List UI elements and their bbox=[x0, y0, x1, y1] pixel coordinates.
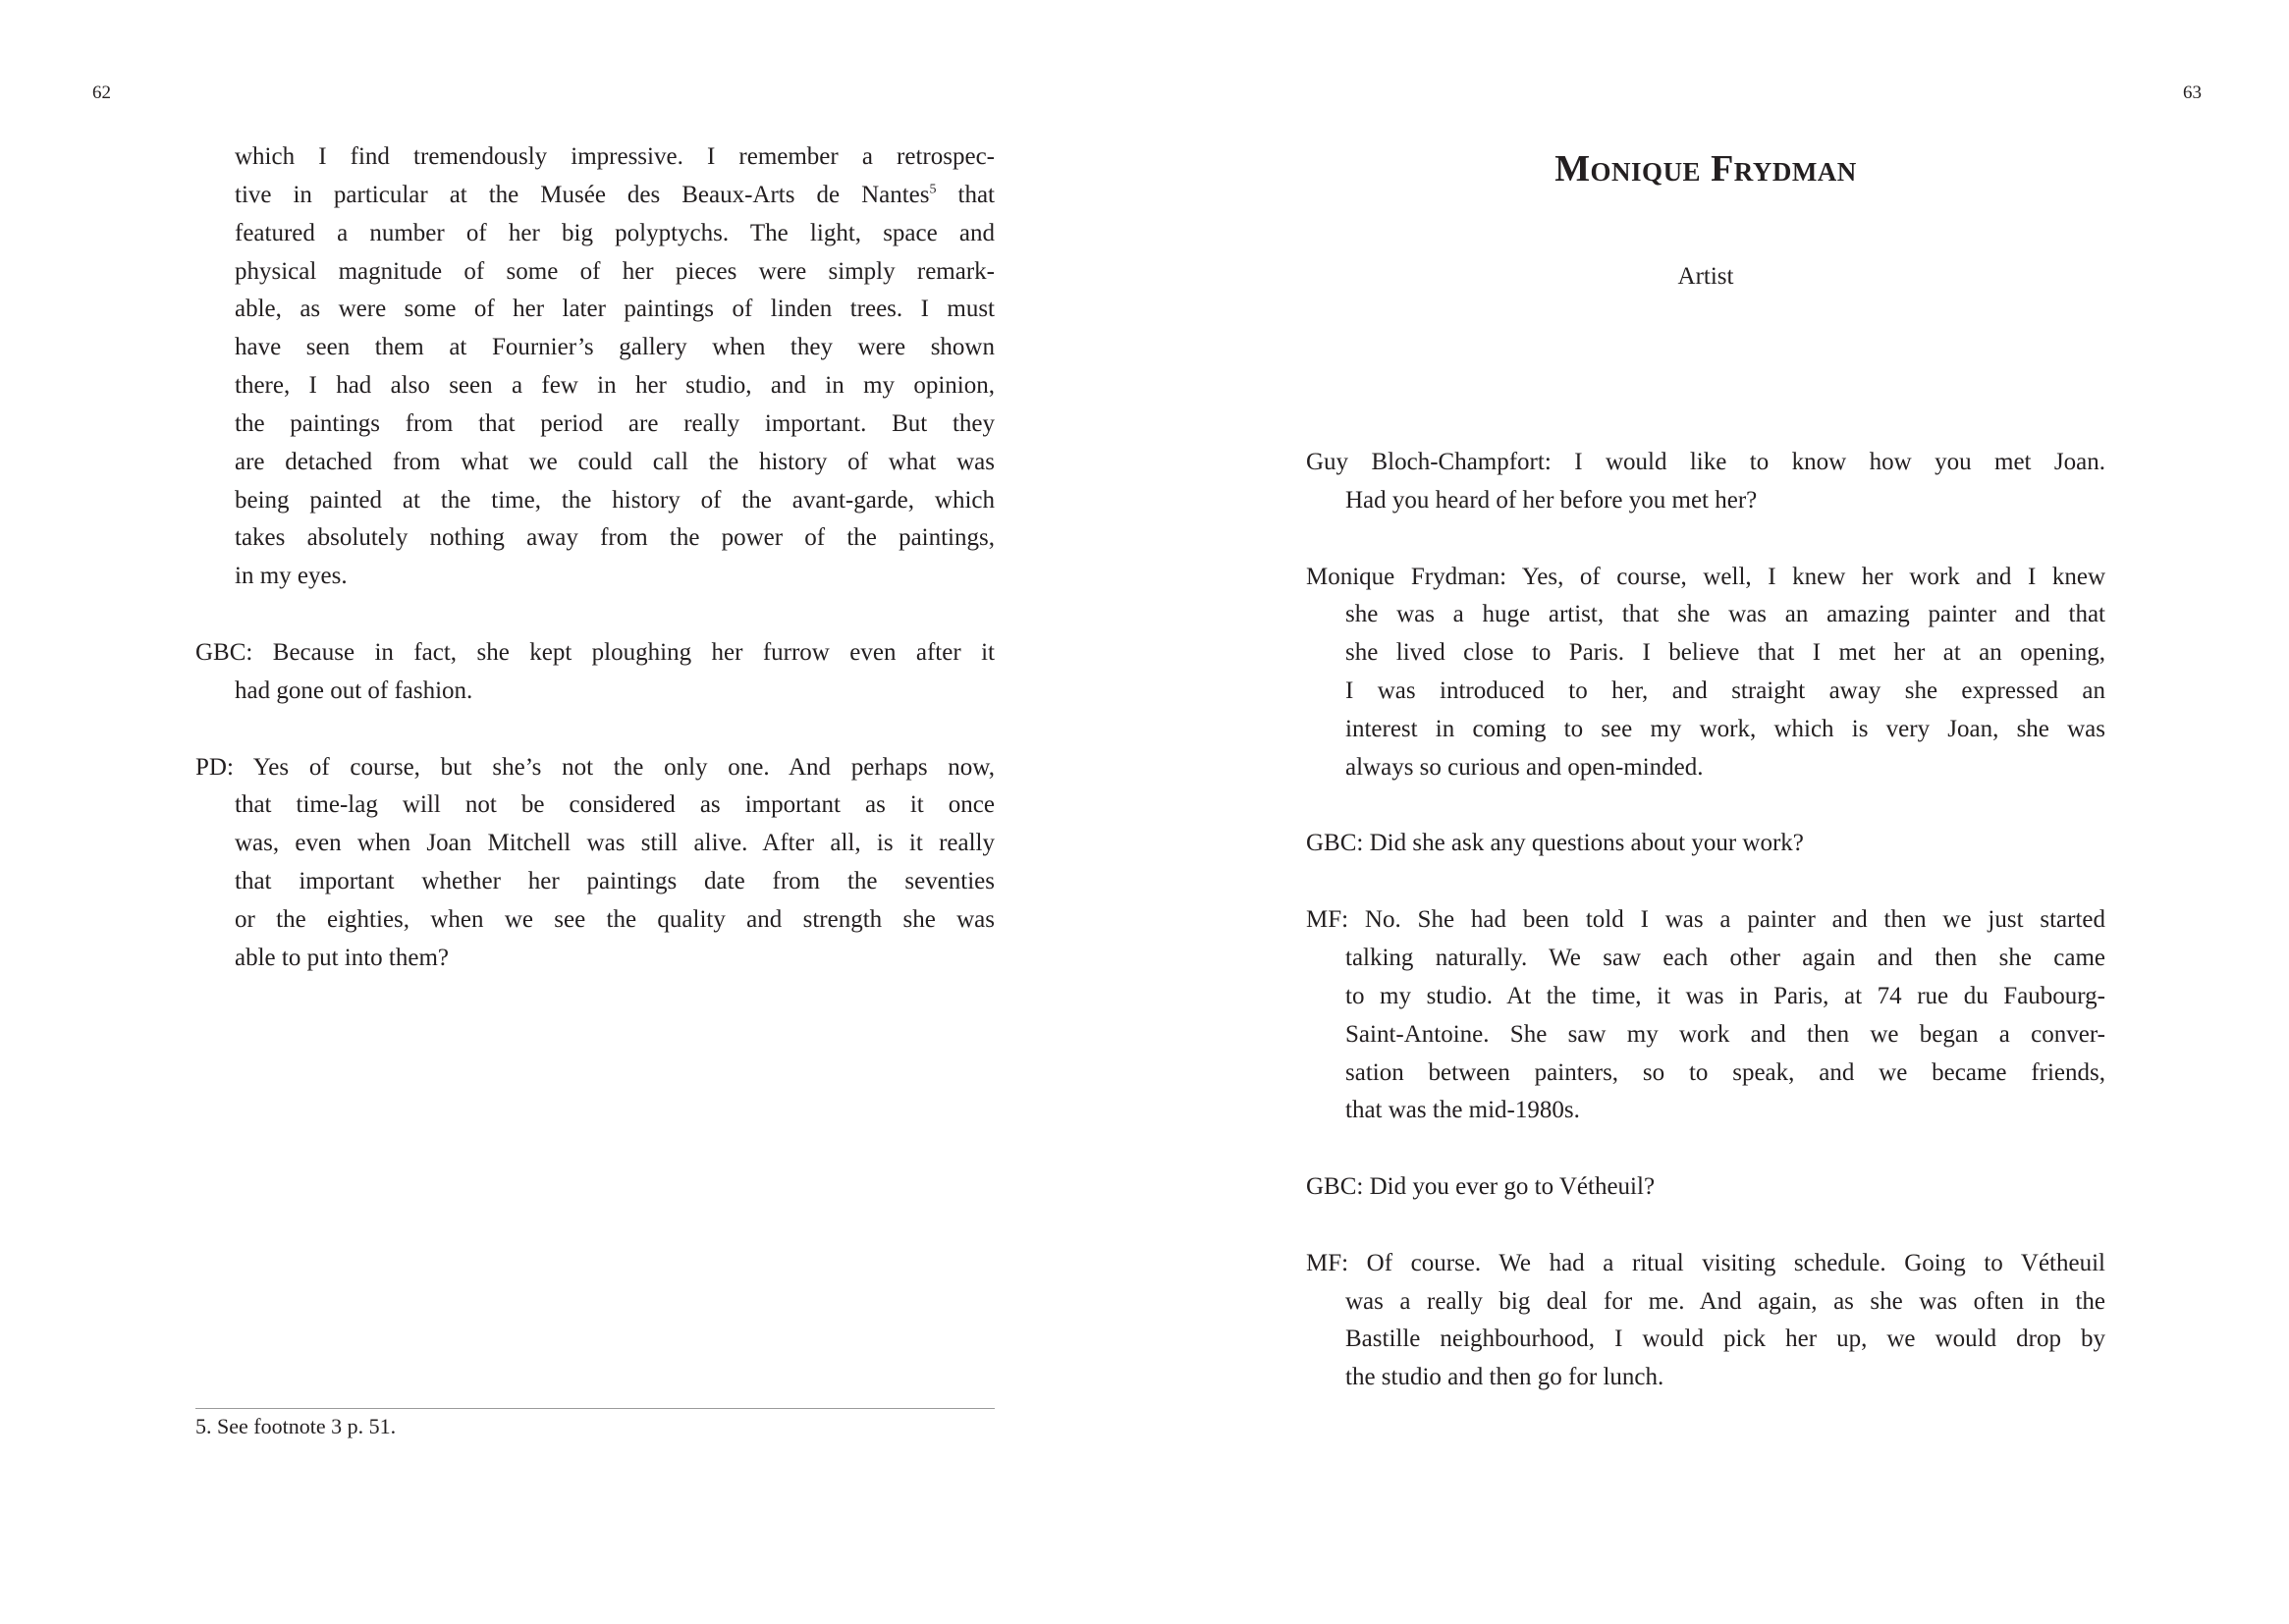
text-line: MF: No. She had been told I was a painter and then we just started bbox=[1306, 906, 2105, 934]
text-line: Bastille neighbourhood, I would pick her up, we would drop by bbox=[1345, 1326, 2105, 1353]
paragraph bbox=[1306, 825, 2105, 863]
text-line: GBC: Did you ever go to Vétheuil? bbox=[1306, 1173, 1656, 1201]
text-line: to my studio. At the time, it was in Paris, at 74 rue du Faubourg- bbox=[1345, 982, 2105, 1009]
text-line: talking naturally. We saw each other again and then she came bbox=[1345, 944, 2105, 971]
footnote-reference: 5 bbox=[929, 182, 937, 197]
text-line: GBC: Because in fact, she kept ploughing her furrow even after it bbox=[195, 638, 995, 666]
chapter-title: Monique Frydman bbox=[1554, 148, 1857, 189]
text-line: physical magnitude of some of her pieces were simply remark- bbox=[235, 257, 995, 285]
text-line: was a really big deal for me. And again, as she was often in the bbox=[1345, 1287, 2105, 1315]
text-line: always so curious and open-minded. bbox=[1345, 753, 1704, 781]
page-number-right: 63 bbox=[2183, 82, 2202, 103]
paragraph bbox=[1306, 901, 2105, 1130]
paragraph bbox=[195, 749, 995, 978]
text-line: the paintings from that period are really important. But they bbox=[235, 409, 995, 437]
text-line: takes absolutely nothing away from the power of the paintings, bbox=[235, 524, 995, 552]
text-line: she lived close to Paris. I believe that I met her at an opening, bbox=[1345, 639, 2105, 667]
text-line: interest in coming to see my work, which is very Joan, she was bbox=[1345, 715, 2105, 742]
text-line: there, I had also seen a few in her studio, and in my opinion, bbox=[235, 372, 995, 400]
paragraph bbox=[1306, 1245, 2105, 1397]
text-line: MF: Of course. We had a ritual visiting schedule. Going to Vétheuil bbox=[1306, 1249, 2105, 1276]
text-line: Had you heard of her before you met her? bbox=[1345, 486, 1758, 514]
text-line: Monique Frydman: Yes, of course, well, I knew her work and I knew bbox=[1306, 563, 2105, 590]
paragraph bbox=[1306, 559, 2105, 787]
paragraph bbox=[195, 138, 995, 596]
text-line: featured a number of her big polyptychs. The light, space and bbox=[235, 219, 995, 246]
footnote: 5. See footnote 3 p. 51. bbox=[195, 1414, 397, 1438]
text-line: the studio and then go for lunch. bbox=[1345, 1364, 1664, 1391]
text-line: had gone out of fashion. bbox=[235, 677, 473, 704]
text-line: PD: Yes of course, but she’s not the only one. And perhaps now, bbox=[195, 753, 995, 781]
paragraph bbox=[195, 634, 995, 711]
text-line: are detached from what we could call the history of what was bbox=[235, 448, 995, 475]
text-line: that important whether her paintings date from the seventies bbox=[235, 868, 995, 895]
text-line: sation between painters, so to speak, and we became friends, bbox=[1345, 1058, 2105, 1086]
text-line: able to put into them? bbox=[235, 944, 450, 971]
text-line: I was introduced to her, and straight away she expressed an bbox=[1345, 677, 2105, 705]
text-line: tive in particular at the Musée des Beaux-Arts de Nantes$^5$ that bbox=[235, 181, 995, 208]
text-line: Saint-Antoine. She saw my work and then we began a conver- bbox=[1345, 1020, 2105, 1048]
right-page-body bbox=[1306, 444, 2105, 1435]
text-line: she was a huge artist, that she was an amazing painter and that bbox=[1345, 601, 2105, 628]
chapter-subtitle: Artist bbox=[1677, 263, 1734, 290]
paragraph bbox=[1306, 1168, 2105, 1207]
text-line: or the eighties, when we see the quality and strength she was bbox=[235, 905, 995, 933]
text-line: which I find tremendously impressive. I remember a retrospec- bbox=[235, 143, 995, 170]
text-line: that was the mid-1980s. bbox=[1345, 1097, 1580, 1124]
text-line: was, even when Joan Mitchell was still alive. After all, is it really bbox=[235, 830, 995, 857]
text-line: that time-lag will not be considered as important as it once bbox=[235, 791, 995, 819]
text-line: have seen them at Fournier’s gallery when they were shown bbox=[235, 334, 995, 361]
text-line: Guy Bloch-Champfort: I would like to know how you met Joan. bbox=[1306, 449, 2105, 475]
footnote-divider bbox=[195, 1408, 995, 1409]
text-line: GBC: Did she ask any questions about your work? bbox=[1306, 830, 1804, 857]
text-line: being painted at the time, the history of the avant-garde, which bbox=[235, 486, 995, 514]
paragraph bbox=[1306, 444, 2105, 520]
left-page-body bbox=[195, 138, 995, 1015]
text-line: able, as were some of her later paintings of linden trees. I must bbox=[235, 296, 995, 323]
page-number-left: 62 bbox=[92, 82, 111, 103]
text-line: in my eyes. bbox=[235, 563, 348, 590]
